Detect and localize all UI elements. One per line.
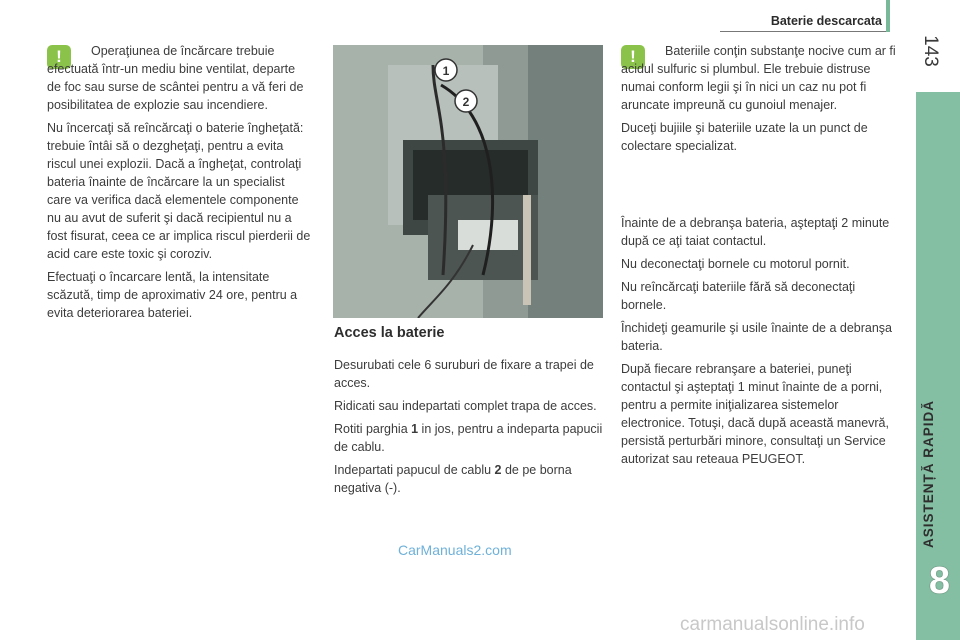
photo-callout-1: 1 [442, 64, 450, 78]
step-paragraph: Desurubati cele 6 suruburi de fixare a trapei de acces. [334, 358, 594, 390]
step-paragraph: Indepartati papucul de cablu 2 de pe borna negativa (-). [334, 463, 572, 495]
paragraph: Nu reîncărcaţi bateriile fără să deconectaţi bornele. [621, 280, 856, 312]
paragraph: Înainte de a debranşa bateria, aşteptaţi 2 minute după ce aţi taiat contactul. [621, 216, 890, 248]
paragraph: Nu deconectaţi bornele cu motorul pornit. [621, 257, 850, 271]
photo-callout-2: 2 [462, 95, 470, 109]
watermark-link[interactable]: CarManuals2.com [398, 542, 512, 558]
paragraph: Efectuaţi o încarcare lentă, la intensitate scăzută, timp de aproximativ 24 ore, pentru a evita deteriorarea bateriei. [47, 270, 298, 320]
header-accent-bar [886, 0, 890, 32]
battery-compartment-illustration [333, 45, 603, 318]
header-rule [720, 31, 886, 32]
middle-column [334, 356, 604, 502]
warning-exclamation-icon: ! [621, 45, 645, 69]
page-number: 143 [920, 35, 942, 67]
page-header-title: Baterie descarcata [770, 14, 882, 28]
step-paragraph: Rotiti parghia 1 in jos, pentru a indeparta papucii de cablu. [334, 422, 603, 454]
warning-paragraph: Operaţiunea de încărcare trebuie efectuată într-un mediu bine ventilat, departe de foc sau surse de scântei pentru a vă feri de posibilitatea de explozie sau incendiere. [47, 44, 304, 112]
warning-exclamation-icon: ! [47, 45, 71, 69]
paragraph: După fiecare rebranşare a bateriei, puneţi contactul şi aşteptaţi 1 minut înainte de a porni, pentru a permite iniţializarea sistemelor electronice. Totuşi, dacă după această manevră, persistă perturbări minore, consultaţi un Service autorizat sau reteaua PEUGEOT. [621, 362, 889, 466]
warning-paragraph: Bateriile conţin substanţe nocive cum ar fi acidul sulfuric si plumbul. Ele trebuie distruse numai conform legii şi în nici un caz nu pot fi aruncate impreună cu gunoiul menajer. [621, 44, 896, 112]
step-paragraph: Ridicati sau indepartati complet trapa de acces. [334, 399, 597, 413]
right-column-warning [621, 42, 896, 160]
section-title: Acces la baterie [334, 325, 445, 341]
chapter-label: ASISTENȚĂ RAPIDĂ [921, 399, 936, 548]
right-column [621, 214, 896, 473]
paragraph: Duceţi bujiile şi bateriile uzate la un punct de colectare specializat. [621, 121, 868, 153]
footer-watermark: carmanualsonline.info [680, 614, 865, 635]
paragraph: Închideţi geamurile şi usile înainte de a debranşa bateria. [621, 321, 893, 353]
chapter-number: 8 [928, 560, 950, 602]
battery-access-photo [333, 45, 603, 318]
paragraph: Nu încercaţi să reîncărcaţi o baterie îngheţată: trebuie întâi să o dezgheţaţi, pentru a evita riscul unei explozii. Dacă a îngheţat, controlaţi bateria înainte de încărcare la un specialist care va verifica dacă elementele componente nu au avut de suferit şi dacă recipientul nu a fost fisurat, ceea ce ar implica riscul pierderii de acid care este toxic şi coroziv. [47, 121, 311, 261]
left-column [47, 42, 312, 327]
